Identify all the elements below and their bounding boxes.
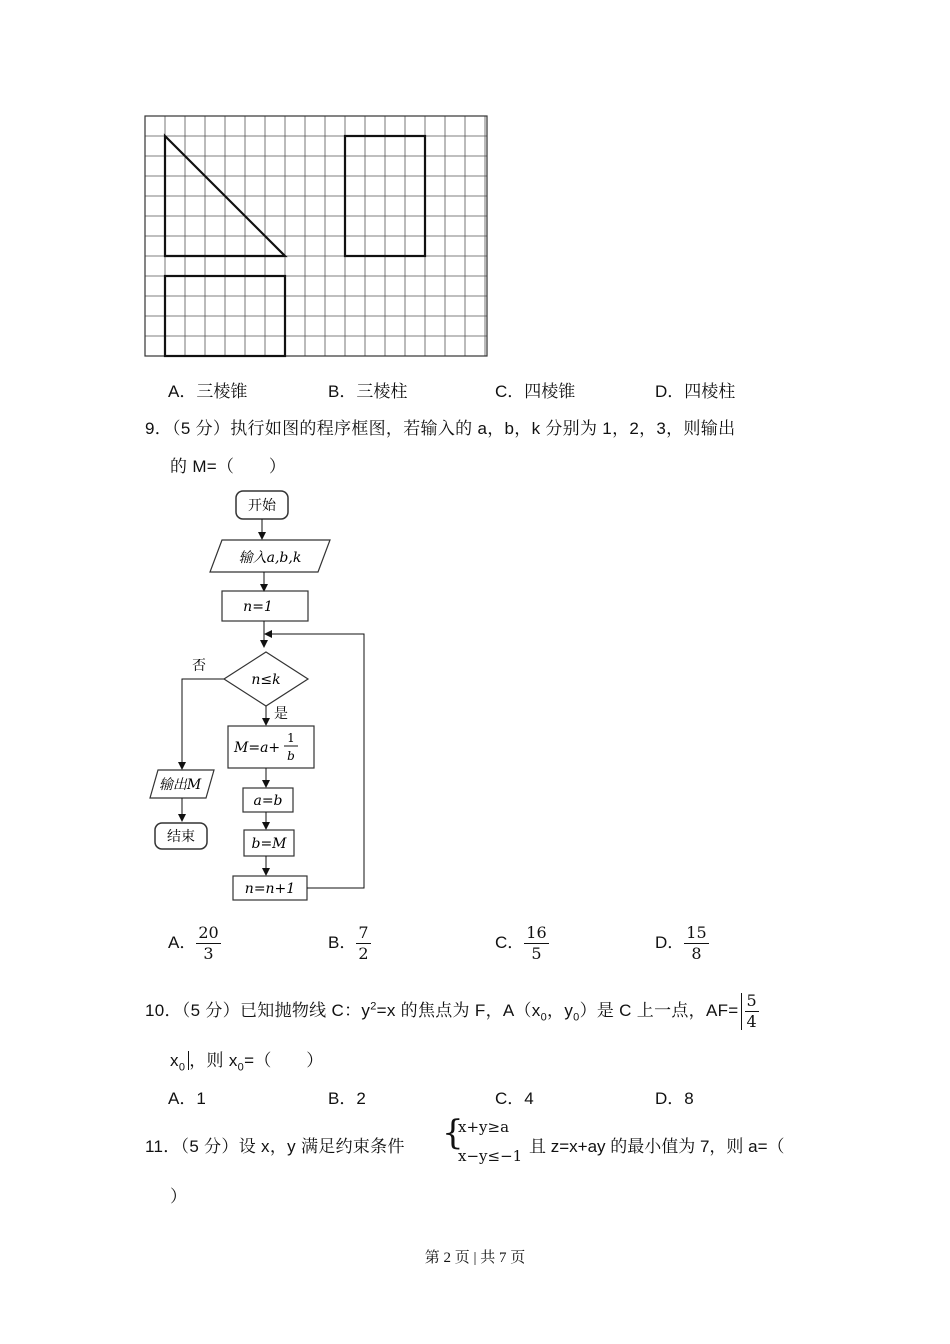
program-flowchart bbox=[140, 480, 380, 910]
q10-text-line1: 10．（5 分）已知抛物线 C：$y^2=x$ 的焦点为 F，$A(x_0$，$y_0$）是 C 上一点，AF= $\frac{5}{4}$ bbox=[145, 991, 758, 1031]
end-label: 结束 bbox=[167, 829, 195, 845]
q11-brace: { bbox=[442, 1113, 464, 1153]
q10-option-d[interactable]: D．8 bbox=[655, 1089, 694, 1108]
output-label: 输出M bbox=[158, 777, 202, 793]
condition-label: n≤k bbox=[251, 672, 281, 688]
init-label: n=1 bbox=[243, 599, 273, 615]
calc-denominator: b bbox=[287, 749, 295, 763]
q9-text-line2: 的 M=（ ） bbox=[170, 457, 287, 476]
q11-text-suffix: 且 z=x+ay 的最小值为 7，则 a=（ bbox=[529, 1137, 785, 1156]
assign-b-label: b=M bbox=[251, 836, 287, 852]
page-footer: 第 2 页 | 共 7 页 bbox=[424, 1250, 526, 1266]
q10-text-line2: $x_0$ ，则 $x_0=$（ ） bbox=[170, 1051, 324, 1074]
q10-fraction: $\frac{5}{4}$ bbox=[741, 993, 759, 1030]
q9-option-a[interactable]: A． $\frac{20}{3}$ bbox=[168, 923, 219, 963]
q9-option-d[interactable]: D． $\frac{15}{8}$ bbox=[655, 923, 707, 963]
calc-lhs: M=a+ bbox=[234, 740, 281, 756]
q10-option-b[interactable]: B．2 bbox=[328, 1089, 366, 1108]
input-label: 输入a,b,k bbox=[238, 550, 302, 566]
q11-text-prefix: 11．（5 分）设 x，y 满足约束条件 bbox=[145, 1137, 405, 1156]
no-label: 否 bbox=[192, 658, 206, 674]
q11-constraint-1: x+y≥a bbox=[458, 1118, 510, 1136]
q9-option-b[interactable]: B． $\frac{7}{2}$ bbox=[328, 923, 369, 963]
q9-option-c[interactable]: C． $\frac{16}{5}$ bbox=[495, 923, 547, 963]
q11-constraint-2: x−y≤−1 bbox=[458, 1147, 523, 1165]
three-view-figure bbox=[144, 114, 490, 360]
q10-option-a[interactable]: A．1 bbox=[168, 1089, 206, 1108]
q8-option-b[interactable]: B．三棱柱 bbox=[328, 382, 408, 401]
yes-label: 是 bbox=[274, 706, 288, 722]
q8-option-d[interactable]: D．四棱柱 bbox=[655, 382, 736, 401]
q9-text-line1: 9．（5 分）执行如图的程序框图，若输入的 a，b，k 分别为 1，2，3，则输出 bbox=[145, 419, 736, 438]
increment-label: n=n+1 bbox=[244, 881, 296, 897]
figure-grid bbox=[145, 116, 487, 356]
assign-a-label: a=b bbox=[253, 793, 283, 809]
q11-text-line2: ） bbox=[170, 1187, 187, 1206]
q8-option-c[interactable]: C．四棱锥 bbox=[495, 382, 576, 401]
q10-option-c[interactable]: C．4 bbox=[495, 1089, 534, 1108]
start-label: 开始 bbox=[248, 498, 276, 514]
calc-numerator: 1 bbox=[287, 731, 295, 745]
arrow-no-branch bbox=[182, 679, 224, 768]
q8-option-a[interactable]: A．三棱锥 bbox=[168, 382, 248, 401]
